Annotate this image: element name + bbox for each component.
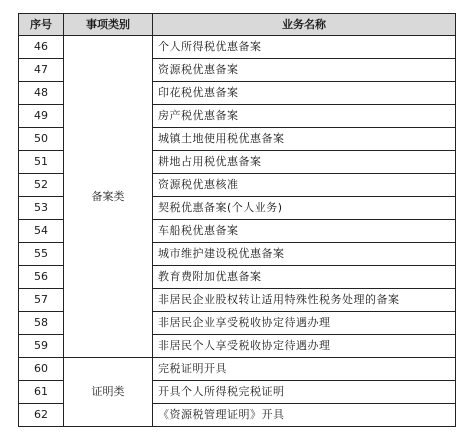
row-number: 58 — [19, 312, 64, 335]
header-category: 事项类别 — [64, 14, 153, 36]
row-number: 48 — [19, 82, 64, 105]
business-name: 印花税优惠备案 — [153, 82, 456, 105]
business-name: 房产税优惠备案 — [153, 105, 456, 128]
business-name: 耕地占用税优惠备案 — [153, 151, 456, 174]
row-number: 49 — [19, 105, 64, 128]
business-name: 契税优惠备案(个人业务) — [153, 197, 456, 220]
business-name: 资源税优惠备案 — [153, 59, 456, 82]
header-serial-number: 序号 — [19, 14, 64, 36]
business-name: 非居民企业享受税收协定待遇办理 — [153, 312, 456, 335]
document-table-container — [18, 13, 455, 427]
business-name: 车船税优惠备案 — [153, 220, 456, 243]
row-number: 54 — [19, 220, 64, 243]
business-name: 《资源税管理证明》开具 — [153, 404, 456, 427]
category-cell: 备案类 — [64, 36, 153, 358]
row-number: 52 — [19, 174, 64, 197]
row-number: 50 — [19, 128, 64, 151]
table-body — [19, 36, 456, 427]
business-table — [18, 13, 456, 427]
category-cell: 证明类 — [64, 358, 153, 427]
row-number: 56 — [19, 266, 64, 289]
row-number: 60 — [19, 358, 64, 381]
business-name: 个人所得税优惠备案 — [153, 36, 456, 59]
table-row — [19, 36, 456, 59]
business-name: 城市维护建设税优惠备案 — [153, 243, 456, 266]
row-number: 51 — [19, 151, 64, 174]
row-number: 59 — [19, 335, 64, 358]
header-business-name: 业务名称 — [153, 14, 456, 36]
row-number: 55 — [19, 243, 64, 266]
row-number: 53 — [19, 197, 64, 220]
row-number: 57 — [19, 289, 64, 312]
business-name: 资源税优惠核准 — [153, 174, 456, 197]
row-number: 47 — [19, 59, 64, 82]
business-name: 开具个人所得税完税证明 — [153, 381, 456, 404]
business-name: 完税证明开具 — [153, 358, 456, 381]
row-number: 62 — [19, 404, 64, 427]
business-name: 非居民个人享受税收协定待遇办理 — [153, 335, 456, 358]
business-name: 教育费附加优惠备案 — [153, 266, 456, 289]
business-name: 城镇土地使用税优惠备案 — [153, 128, 456, 151]
table-header-row — [19, 14, 456, 36]
row-number: 61 — [19, 381, 64, 404]
business-name: 非居民企业股权转让适用特殊性税务处理的备案 — [153, 289, 456, 312]
row-number: 46 — [19, 36, 64, 59]
table-row — [19, 358, 456, 381]
